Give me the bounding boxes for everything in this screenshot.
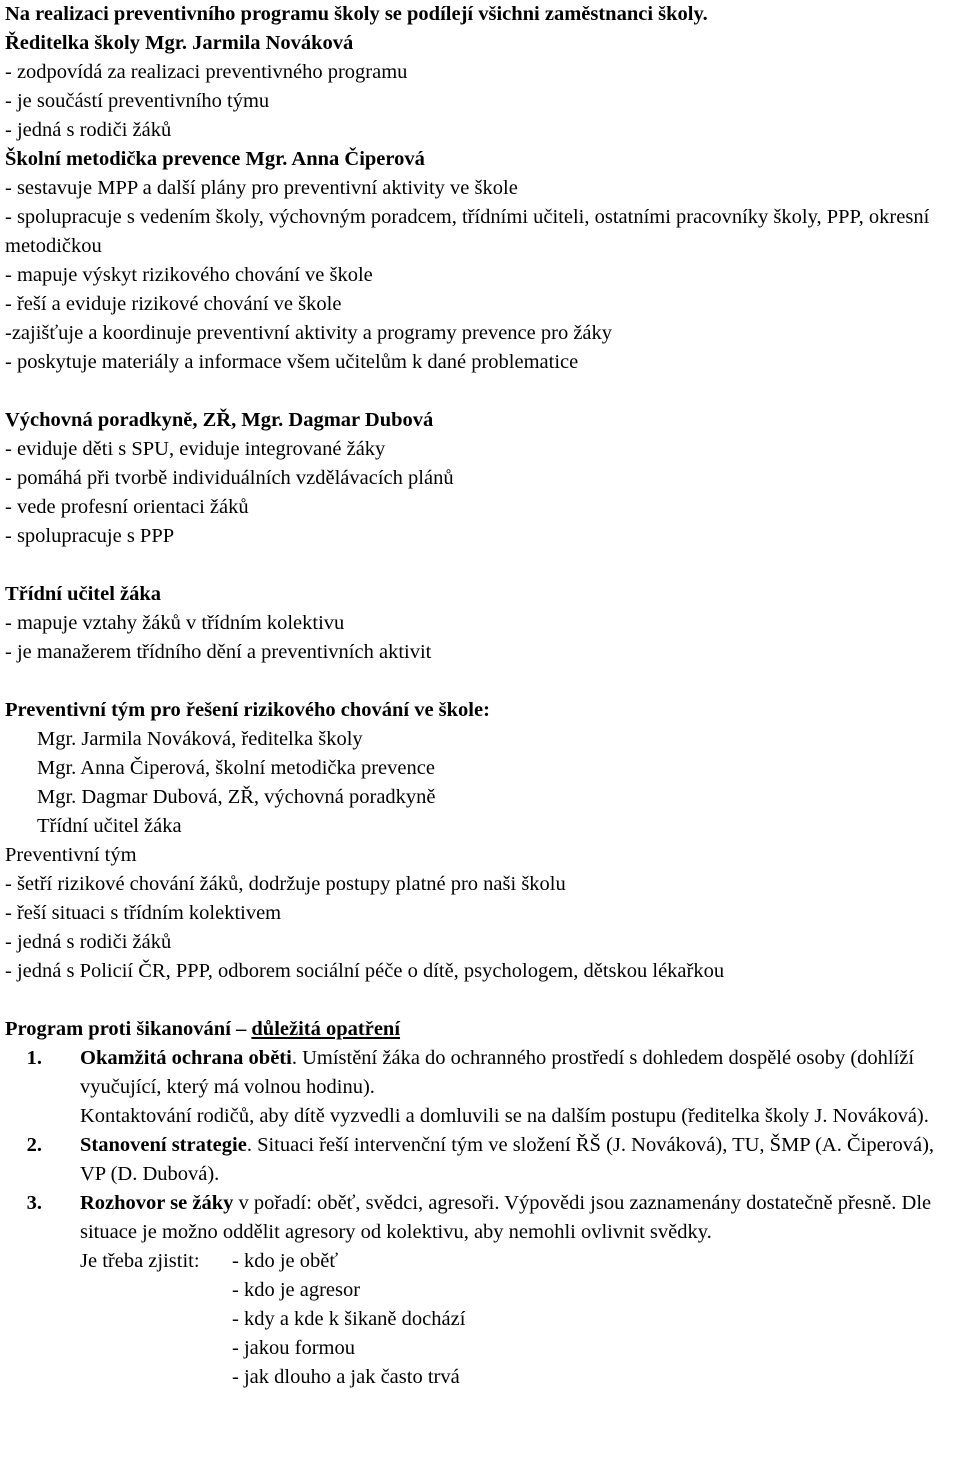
question-row [80,1334,958,1363]
spacer [5,986,960,1015]
poradkyne-item: - pomáhá při tvorbě individuálních vzdělávacích plánů [5,467,454,489]
step-title: Rozhovor se žáky [80,1192,234,1214]
tym-item: - řeší situaci s třídním kolektivem [5,902,282,924]
program-heading-prefix: Program proti šikanování – [5,1018,252,1040]
tridni-heading: Třídní učitel žáka [5,583,162,605]
tym-member: Třídní učitel žáka [37,815,182,837]
tym-item: - jedná s Policií ČR, PPP, odborem sociální péče o dítě, psychologem, dětskou lékařkou [5,960,725,982]
tym-item: - jedná s rodiči žáků [5,931,172,953]
metodicka-item: - mapuje výskyt rizikového chování ve škole [5,264,373,286]
step-number: 2. [26,1134,42,1156]
step-body: v pořadí: oběť, svědci, agresoři. Výpovědi jsou zaznamenány dostatečně přesně. Dle situace je možno oddělit agresory od kolektivu, aby nemohli ovlivnit svědky. [80,1192,932,1243]
question-item: - kdo je oběť [232,1250,339,1272]
question-row [80,1363,958,1392]
program-steps [5,1044,960,1392]
question-item: - jakou formou [232,1337,355,1359]
tym-member: Mgr. Dagmar Dubová, ZŘ, výchovná poradkyně [37,786,436,808]
reditelka-heading: Ředitelka školy Mgr. Jarmila Nováková [5,32,354,54]
step-title: Stanovení strategie [80,1134,247,1156]
metodicka-item: -zajišťuje a koordinuje preventivní aktivity a programy prevence pro žáky [5,322,613,344]
poradkyne-item: - spolupracuje s PPP [5,525,175,547]
metodicka-item: - sestavuje MPP a další plány pro preventivní aktivity ve škole [5,177,518,199]
question-item: - kdo je agresor [232,1279,361,1301]
tym-member: Mgr. Jarmila Nováková, ředitelka školy [37,728,363,750]
tridni-item: - je manažerem třídního dění a preventivních aktivit [5,641,432,663]
intro-heading: Na realizaci preventivního programu školy se podílejí všichni zaměstnanci školy. [5,3,708,25]
question-label: Je třeba zjistit: [80,1250,200,1272]
step-text [80,1044,960,1131]
poradkyne-item: - vede profesní orientaci žáků [5,496,249,518]
question-item: - kdy a kde k šikaně dochází [232,1308,466,1330]
tym-heading: Preventivní tým pro řešení rizikového chování ve škole: [5,699,490,721]
step-text [80,1131,960,1189]
step-title: Okamžitá ochrana oběti [80,1047,292,1069]
poradkyne-item: - eviduje děti s SPU, eviduje integrované žáky [5,438,386,460]
tym-member: Mgr. Anna Čiperová, školní metodička prevence [37,757,435,779]
program-heading-underlined: důležitá opatření [251,1018,401,1040]
step-body: . Situaci řeší intervenční tým ve složení ŘŠ (J. Nováková), TU, ŠMP (A. Čiperová), VP (D. Dubová). [80,1134,935,1185]
program-step [5,1189,960,1392]
program-step [5,1131,960,1189]
tym-item: - šetří rizikové chování žáků, dodržuje postupy platné pro naši školu [5,873,566,895]
reditelka-item: - je součástí preventivního týmu [5,90,270,112]
spacer [5,551,960,580]
spacer [5,377,960,406]
step-number: 1. [26,1047,42,1069]
spacer [5,667,960,696]
question-row [80,1276,958,1305]
step-text [80,1189,960,1392]
step-body: . Umístění žáka do ochranného prostředí s dohledem dospělé osoby (dohlíží vyučující, který má volnou hodinu). [80,1047,915,1098]
program-step [5,1044,960,1131]
reditelka-item: - jedná s rodiči žáků [5,119,172,141]
step-number: 3. [26,1192,42,1214]
question-item: - jak dlouho a jak často trvá [232,1366,460,1388]
poradkyne-heading: Výchovná poradkyně, ZŘ, Mgr. Dagmar Dubová [5,409,434,431]
metodicka-item: - řeší a eviduje rizikové chování ve škole [5,293,342,315]
metodicka-item: - spolupracuje s vedením školy, výchovným poradcem, třídními učiteli, ostatními pracovníky školy, PPP, okresní metodičkou [5,206,930,257]
step-extra: Kontaktování rodičů, aby dítě vyzvedli a domluvili se na dalším postupu (ředitelka školy J. Nováková). [80,1105,929,1127]
tridni-item: - mapuje vztahy žáků v třídním kolektivu [5,612,345,634]
question-row [80,1305,958,1334]
metodicka-item: - poskytuje materiály a informace všem učitelům k dané problematice [5,351,579,373]
program-heading [5,1015,960,1044]
metodicka-heading: Školní metodička prevence Mgr. Anna Čiperová [5,148,425,170]
tym-subheading: Preventivní tým [5,844,137,866]
reditelka-item: - zodpovídá za realizaci preventivného programu [5,61,408,83]
question-row [80,1247,958,1276]
